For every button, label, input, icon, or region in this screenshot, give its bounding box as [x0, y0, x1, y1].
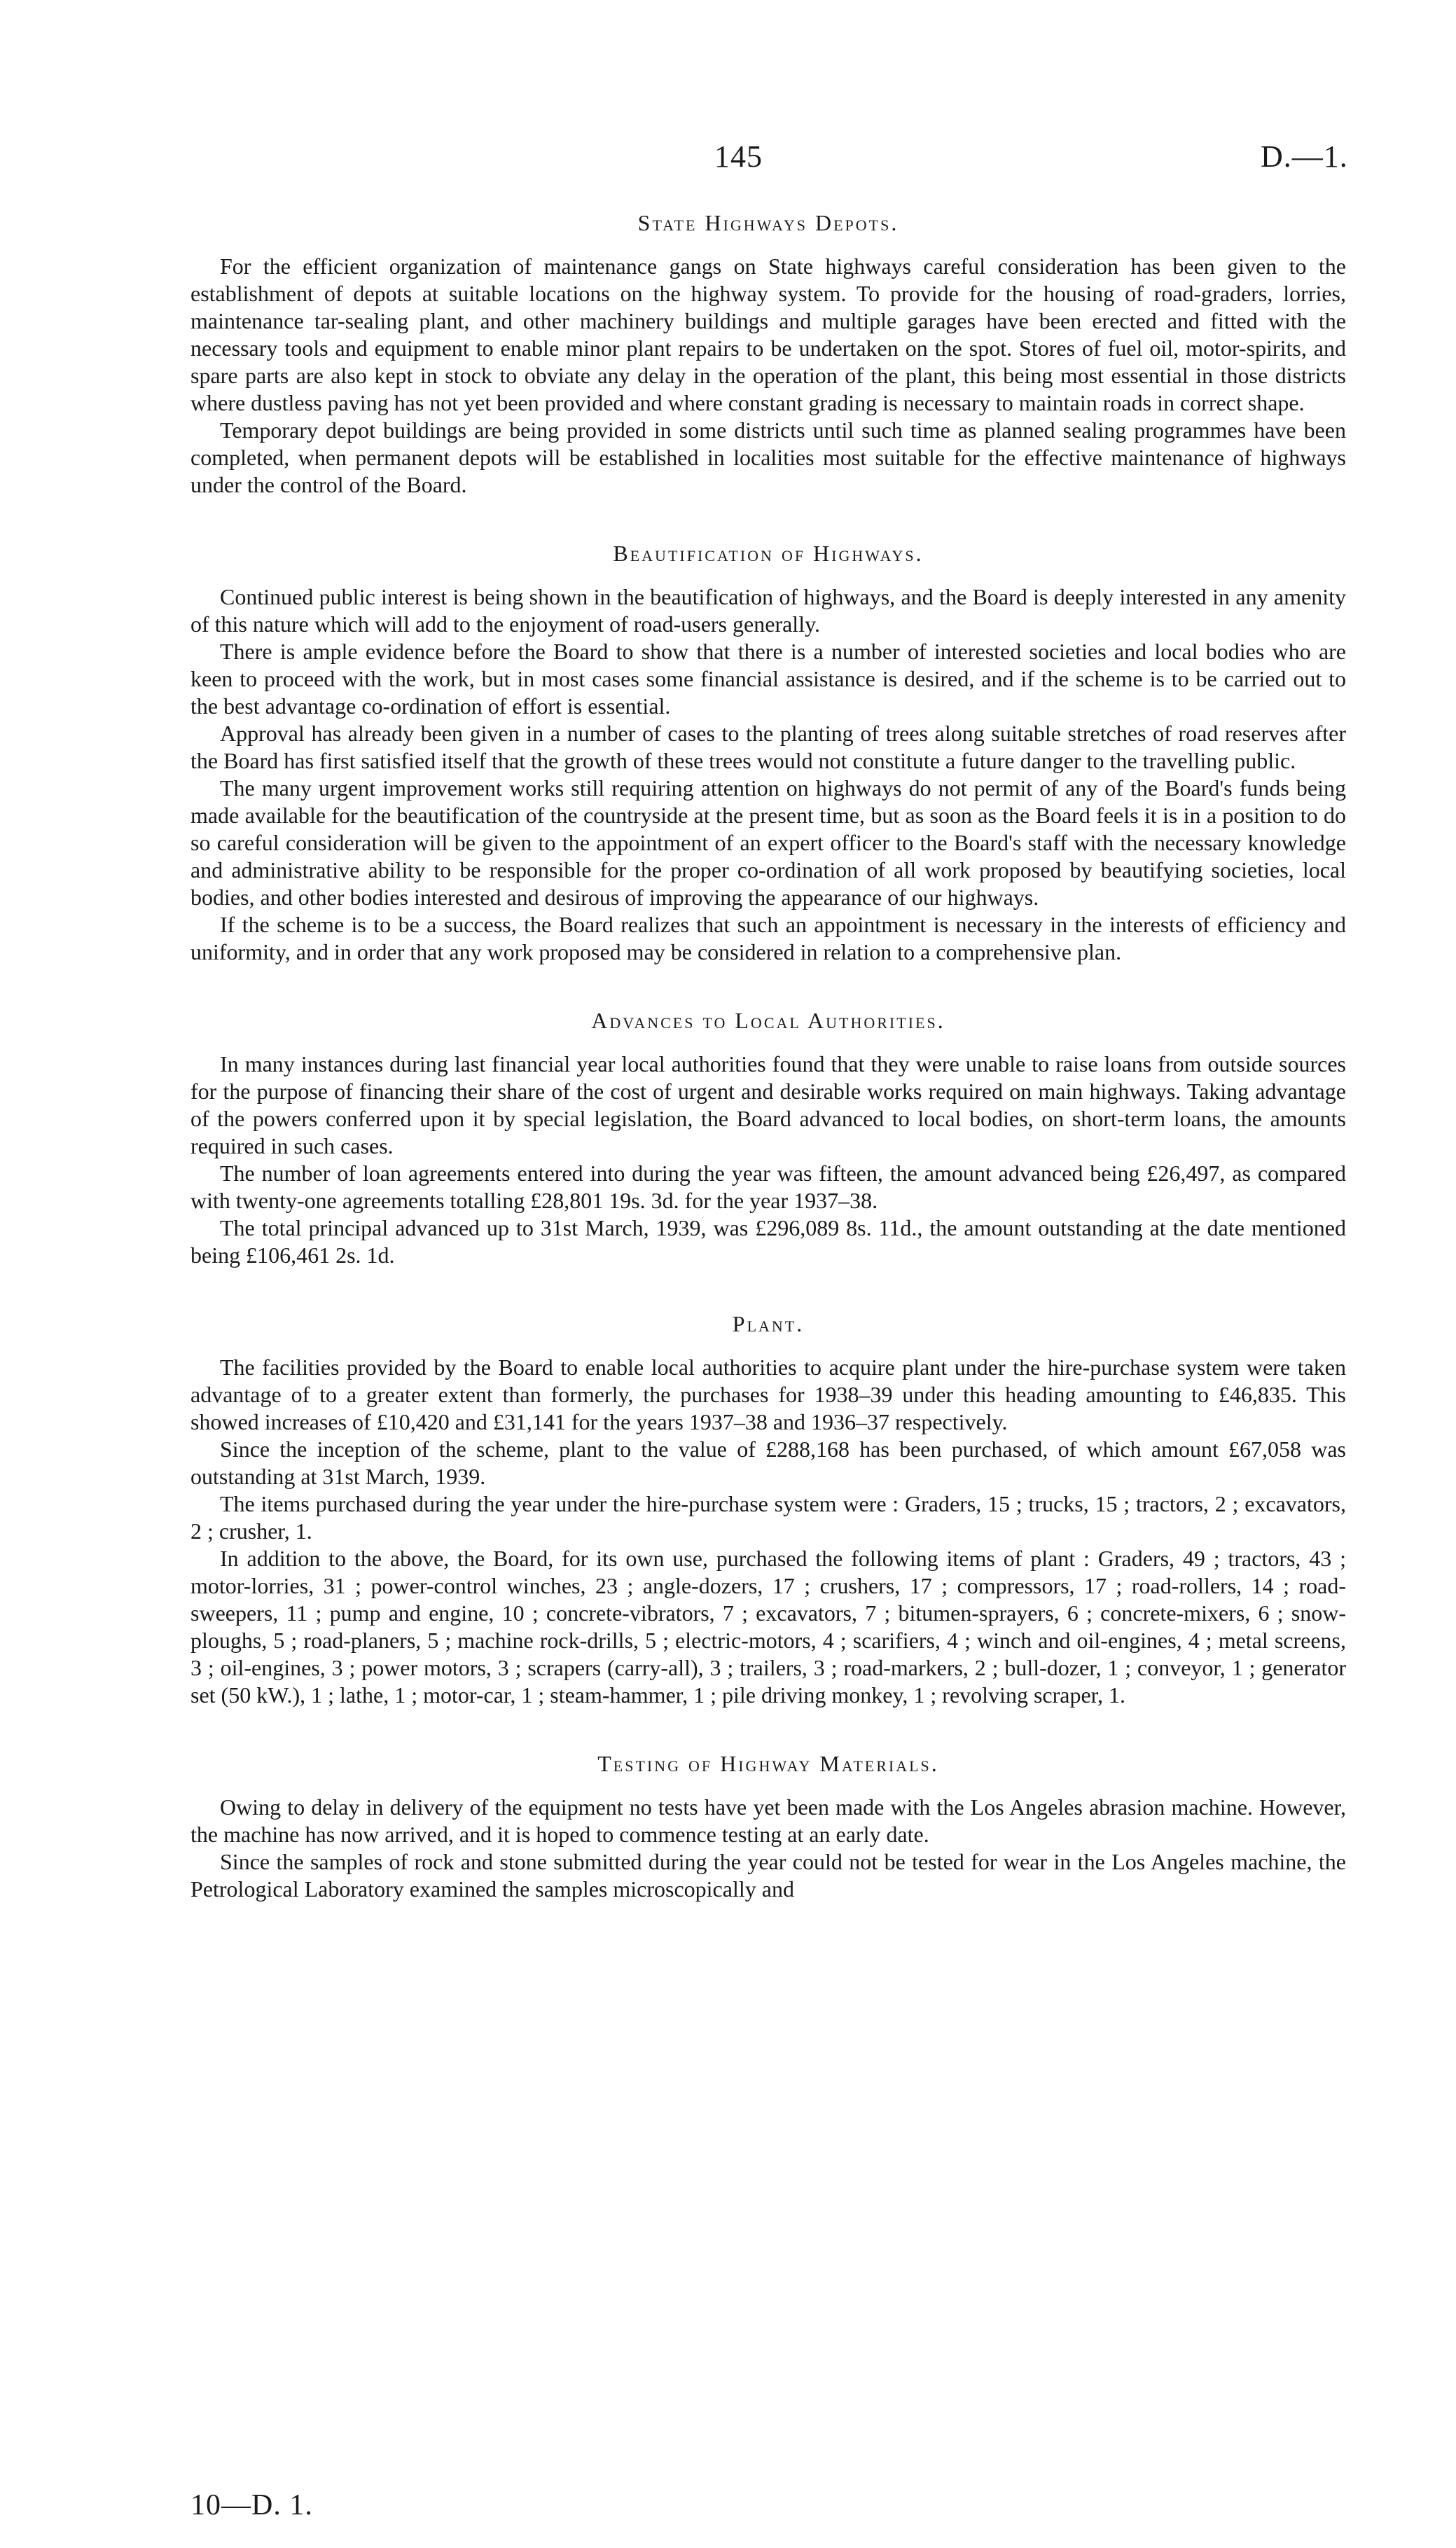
paragraph: Since the samples of rock and stone submitted during the year could not be tested for wear in the Los Angeles machine, the Petrological Laboratory examined the samples microscopically and — [190, 1849, 1346, 1902]
section-advances-to-local-authorities — [190, 1008, 1346, 1269]
page-signature: 10—D. 1. — [190, 2489, 313, 2521]
section-heading: Beautification of Highways. — [613, 541, 924, 566]
paragraph: In many instances during last financial year local authorities found that they were unable to raise loans from outside sources for the purpose of financing their share of the cost of urgent and desirable works required on main highways. Taking advantage of the powers conferred upon it by special legislation, the Board advanced to local bodies, on short-term loans, the amounts required in such cases. — [190, 1051, 1346, 1158]
paragraph: The number of loan agreements entered into during the year was fifteen, the amount advanced being £26,497, as compared with twenty-one agreements totalling £28,801 19s. 3d. for the year 1937–38. — [190, 1161, 1346, 1213]
page-header — [0, 139, 1456, 188]
paragraph: Temporary depot buildings are being provided in some districts until such time as planned sealing programmes have been completed, when permanent depots will be established in localities most suitable for the effective maintenance of highways under the control of the Board. — [190, 417, 1346, 497]
page-body — [190, 210, 1346, 1903]
paragraph: The total principal advanced up to 31st March, 1939, was £296,089 8s. 11d., the amount outstanding at the date mentioned being £106,461 2s. 1d. — [190, 1215, 1346, 1268]
paragraph: Continued public interest is being shown in the beautification of highways, and the Board is deeply interested in any amenity of this nature which will add to the enjoyment of road-users generally. — [190, 584, 1346, 637]
page-number: 145 — [714, 139, 763, 174]
section-beautification-of-highways — [190, 541, 1346, 966]
paragraph: The items purchased during the year under the hire-purchase system were : Graders, 15 ; trucks, 15 ; tractors, 2 ; excavators, 2 ; crusher, 1. — [190, 1491, 1346, 1544]
paragraph: The many urgent improvement works still requiring attention on highways do not permit of any of the Board's funds being made available for the beautification of the countryside at the present time, but as soon as the Board feels it is in a position to do so careful consideration will be given to the appointment of an expert officer to the Board's staff with the necessary knowledge and administrative ability to be responsible for the proper co-ordination of all work proposed by beautifying societies, local bodies, and other bodies interested and desirous of improving the appearance of our highways. — [190, 775, 1346, 910]
section-testing-of-highway-materials — [190, 1751, 1346, 1903]
paragraph: The facilities provided by the Board to enable local authorities to acquire plant under the hire-purchase system were taken advantage of to a greater extent than formerly, the purchases for 1938–39 under this heading amounting to £46,835. This showed increases of £10,420 and £31,141 for the years 1937–38 and 1936–37 respectively. — [190, 1355, 1346, 1434]
paragraph: If the scheme is to be a success, the Board realizes that such an appointment is necessary in the interests of efficiency and uniformity, and in order that any work proposed may be considered in relation to a comprehensive plan. — [190, 912, 1346, 964]
section-state-highways-depots — [190, 210, 1346, 499]
paragraph: Approval has already been given in a number of cases to the planting of trees along suitable stretches of road reserves after the Board has first satisfied itself that the growth of these trees would not constitute a future danger to the travelling public. — [190, 721, 1346, 773]
paragraph: In addition to the above, the Board, for its own use, purchased the following items of plant : Graders, 49 ; tractors, 43 ; motor-lorries, 31 ; power-control winches, 23 ; angle-dozers, 17 ; crushers, 17 ; compressors, 17 ; road-rollers, 14 ; road-sweepers, 11 ; pump and engine, 10 ; concrete-vibrators, 7 ; excavators, 7 ; bitumen-sprayers, 6 ; concrete-mixers, 6 ; snow-ploughs, 5 ; road-planers, 5 ; machine rock-drills, 5 ; electric-motors, 4 ; scarifiers, 4 ; winch and oil-engines, 4 ; metal screens, 3 ; oil-engines, 3 ; power motors, 3 ; scrapers (carry-all), 3 ; trailers, 3 ; road-markers, 2 ; bull-dozer, 1 ; conveyor, 1 ; generator set (50 kW.), 1 ; lathe, 1 ; motor-car, 1 ; steam-hammer, 1 ; pile driving monkey, 1 ; revolving scraper, 1. — [190, 1546, 1346, 1708]
paragraph: Since the inception of the scheme, plant to the value of £288,168 has been purchased, of which amount £67,058 was outstanding at 31st March, 1939. — [190, 1436, 1346, 1489]
paragraph: There is ample evidence before the Board to show that there is a number of interested societies and local bodies who are keen to proceed with the work, but in most cases some financial assistance is desired, and if the scheme is to be carried out to the best advantage co-ordination of effort is essential. — [190, 639, 1346, 719]
section-heading: Advances to Local Authorities. — [591, 1008, 945, 1033]
section-heading: Plant. — [732, 1311, 805, 1336]
section-plant — [190, 1311, 1346, 1709]
section-heading: Testing of Highway Materials. — [597, 1751, 939, 1776]
paragraph: For the efficient organization of maintenance gangs on State highways careful consideration has been given to the establishment of depots at suitable locations on the highway system. To provide for the housing of road-graders, lorries, maintenance tar-sealing plant, and other machinery buildings and multiple garages have been erected and fitted with the necessary tools and equipment to enable minor plant repairs to be undertaken on the spot. Stores of fuel oil, motor-spirits, and spare parts are also kept in stock to obviate any delay in the operation of the plant, this being most essential in those districts where dustless paving has not yet been provided and where constant grading is necessary to maintain roads in correct shape. — [190, 254, 1346, 415]
section-heading: State Highways Depots. — [637, 210, 899, 235]
document-reference: D.—1. — [1261, 139, 1348, 174]
paragraph: Owing to delay in delivery of the equipment no tests have yet been made with the Los Angeles abrasion machine. However, the machine has now arrived, and it is hoped to commence testing at an early date. — [190, 1794, 1346, 1847]
